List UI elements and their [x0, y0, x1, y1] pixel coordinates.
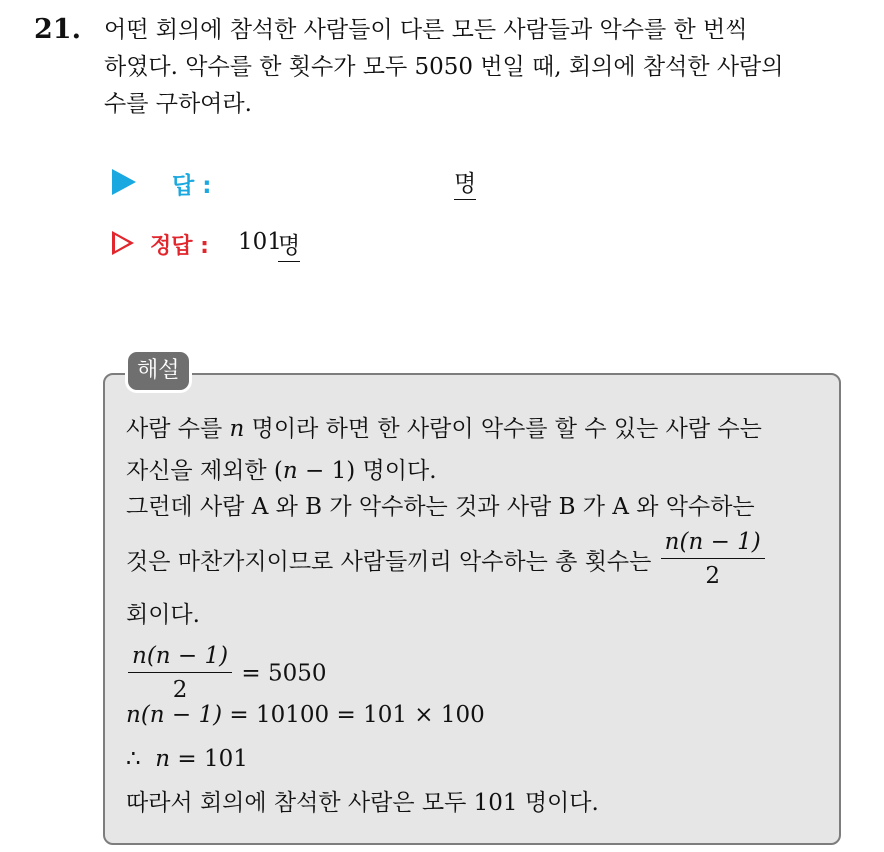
question-line: 어떤 회의에 참석한 사람들이 다른 모든 사람들과 악수를 한 번씩 [104, 17, 748, 43]
explanation-line: 회이다. [126, 602, 200, 628]
answer-label: 답 : [172, 173, 212, 199]
explanation-line: 것은 마찬가지이므로 사람들끼리 악수하는 총 횟수는 $\frac{n(n - 1)}{2}$ [126, 528, 767, 591]
correct-answer-unit: 명 [278, 227, 300, 262]
correct-answer-value: 101 [238, 229, 282, 255]
variable-n: n [282, 458, 298, 484]
question-number: 21. [34, 14, 81, 45]
explanation-line: 따라서 회의에 참석한 사람은 모두 101 명이다. [126, 790, 599, 816]
play-triangle-icon [112, 169, 136, 195]
explanation-line: 자신을 제외한 (n − 1) 명이다. [126, 458, 437, 484]
fraction-denominator: 2 [705, 563, 721, 589]
question-line: 수를 구하여라. [104, 91, 252, 117]
question-line: 하였다. 악수를 한 횟수가 모두 5050 번일 때, 회의에 참석한 사람의 [104, 54, 784, 80]
fraction-numerator: n(n − 1) [128, 642, 232, 673]
explanation-line: 사람 수를 n 명이라 하면 한 사람이 악수를 할 수 있는 사람 수는 [126, 416, 762, 442]
equation-line: $\frac{n(n - 1)}{2}$ = 5050 [126, 642, 327, 705]
fraction [661, 528, 765, 591]
equation-line: n(n − 1) = 10100 = 101 × 100 [126, 702, 485, 728]
answer-unit: 명 [454, 165, 476, 200]
outline-triangle-icon-inner [115, 235, 129, 251]
question-text [104, 12, 864, 123]
explanation-tag: 해설 [128, 352, 189, 390]
variable-n: n [229, 416, 245, 442]
equation-line: ∴ n = 101 [126, 746, 248, 772]
fraction-numerator: n(n − 1) [661, 528, 765, 559]
explanation-box [103, 373, 841, 845]
therefore-symbol: ∴ [126, 746, 141, 772]
fraction [128, 642, 232, 705]
fraction-denominator: 2 [172, 677, 188, 703]
explanation-line: 그런데 사람 A 와 B 가 악수하는 것과 사람 B 가 A 와 악수하는 [126, 494, 755, 520]
correct-answer-label: 정답 : [150, 234, 209, 259]
correct-answer-row [112, 227, 532, 267]
answer-row [112, 165, 532, 205]
